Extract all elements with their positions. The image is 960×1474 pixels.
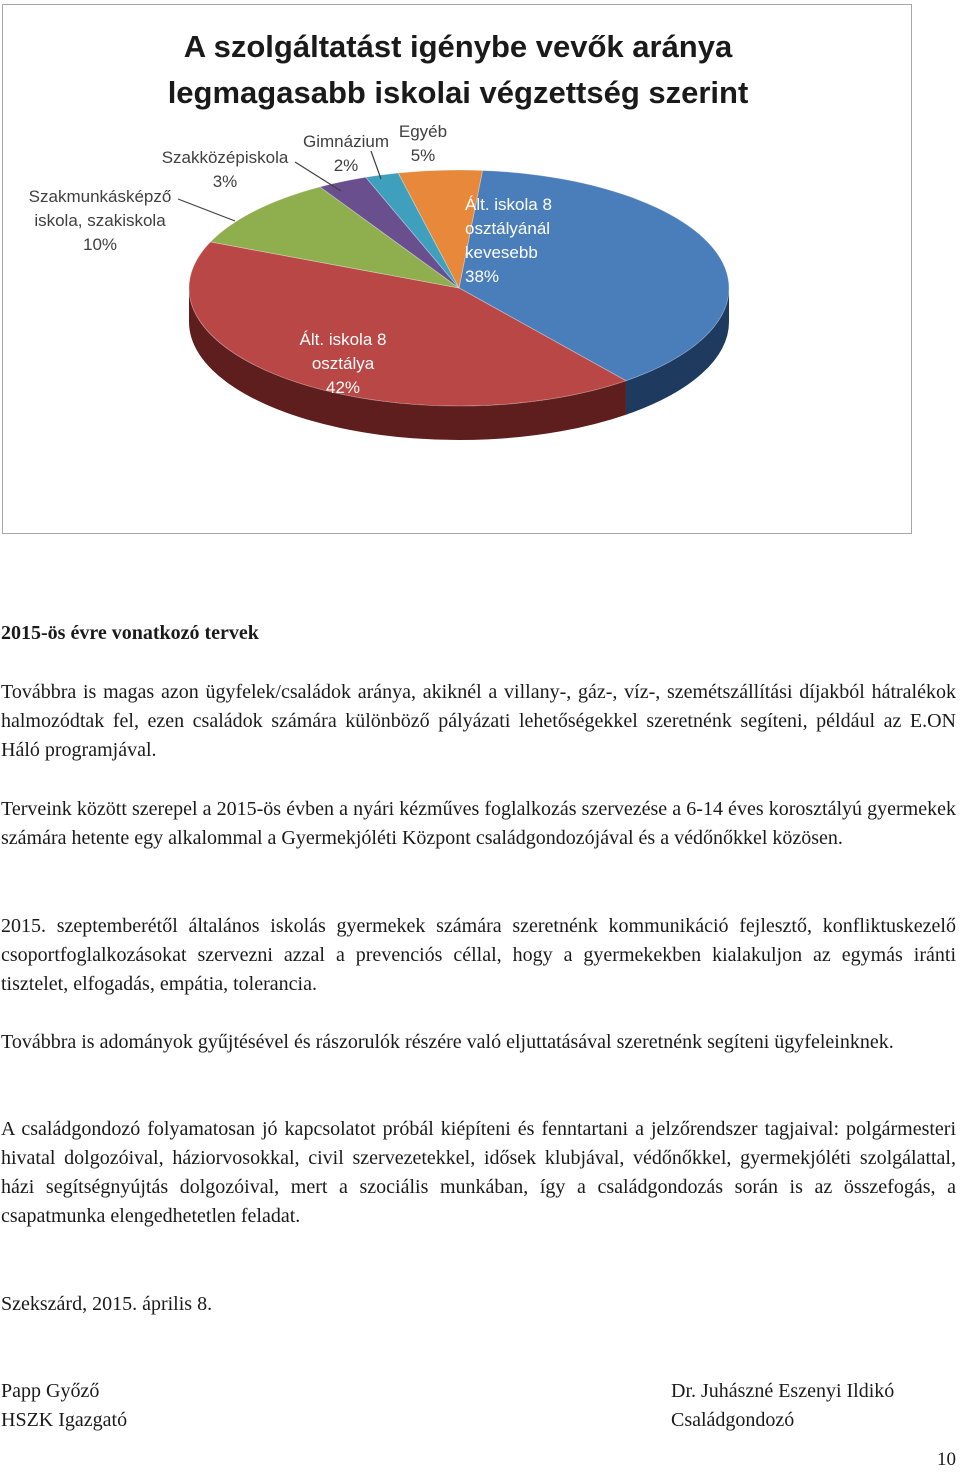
pie-leader-line: [178, 199, 235, 221]
chart-title-line-1: A szolgáltatást igénybe vevők aránya: [183, 29, 733, 64]
pie-chart: [2, 4, 912, 534]
pie-top-group: [189, 170, 729, 406]
pie-slice-label: Gimnázium: [303, 132, 389, 151]
pie-slice-percent-label: 2%: [333, 156, 359, 175]
signatory-right-name: Dr. Juhászné Eszenyi Ildikó: [671, 1380, 895, 1402]
chart-title-line-2: legmagasabb iskolai végzettség szerint: [167, 75, 749, 110]
section-heading: 2015-ös évre vonatkozó tervek: [1, 622, 259, 644]
pie-slice-label: Ált. iskola 8: [465, 195, 552, 214]
paragraph-5: A családgondozó folyamatosan jó kapcsolatot próbál kiépíteni és fenntartani a jelzőrendszer tagjaival: polgármesteri hivatal dolgozóival, háziorvosokkal, civil szervezetekkel, idősek klubjával, védőnőkkel, gyermekjóléti szolgálattal, házi segítségnyújtás dolgozóival, mert a szociális munkában, így a családgondozás során is az összefogás, a csapatmunka elengedhetetlen feladat.: [1, 1118, 956, 1227]
pie-slice-label: osztálya: [311, 354, 375, 373]
pie-slice-percent-label: 5%: [410, 146, 436, 165]
pie-slice-label: Ált. iskola 8: [299, 330, 387, 349]
signatory-left-title: HSZK Igazgató: [1, 1409, 128, 1431]
pie-slice-label: Egyéb: [398, 122, 448, 141]
paragraph-2: Terveink között szerepel a 2015-ös évben a nyári kézműves foglalkozás szervezése a 6-14 éves korosztályú gyermekek számára hetente egy alkalommal a Gyermekjóléti Központ családgondozójával és a védőnőkkel közösen.: [1, 798, 956, 849]
pie-slice-percent-label: 3%: [212, 172, 238, 191]
pie-slice-label: osztályánál: [465, 219, 551, 238]
pie-slice-percent-label: 42%: [325, 378, 361, 397]
signatory-right-title: Családgondozó: [671, 1409, 795, 1431]
pie-slice-percent-label: 10%: [82, 235, 118, 254]
place-date: Szekszárd, 2015. április 8.: [1, 1293, 213, 1315]
pie-leader-line: [371, 151, 381, 179]
pie-chart-canvas: [3, 5, 913, 535]
paragraph-3: 2015. szeptemberétől általános iskolás gyermekek számára szeretnénk kommunikáció fejlesztő, konfliktuskezelő csoportfoglalkozásokat szervezni azzal a prevenciós céllal, hogy a gyermekekben kialakuljon az egymás iránti tisztelet, elfogadás, empátia, tolerancia.: [1, 915, 956, 995]
pie-slice-label: iskola, szakiskola: [34, 211, 166, 230]
signatory-left-name: Papp Győző: [1, 1380, 100, 1402]
page-number: 10: [937, 1449, 956, 1470]
paragraph-1: Továbbra is magas azon ügyfelek/családok aránya, akiknél a villany-, gáz-, víz-, szemétszállítási díjakból hátralékok halmozódtak fel, ezen családok számára különböző pályázati lehetőségekkel szeretnénk segíteni, például az E.ON Háló programjával.: [1, 681, 956, 761]
pie-slice-label: Szakközépiskola: [161, 148, 289, 167]
pie-slice-label: kevesebb: [465, 243, 538, 262]
pie-slice-percent-label: 38%: [465, 267, 500, 286]
pie-slice-label: Szakmunkásképző: [28, 187, 172, 206]
paragraph-4: Továbbra is adományok gyűjtésével és rászorulók részére való eljuttatásával szeretnénk segíteni ügyfeleinknek.: [1, 1031, 894, 1053]
